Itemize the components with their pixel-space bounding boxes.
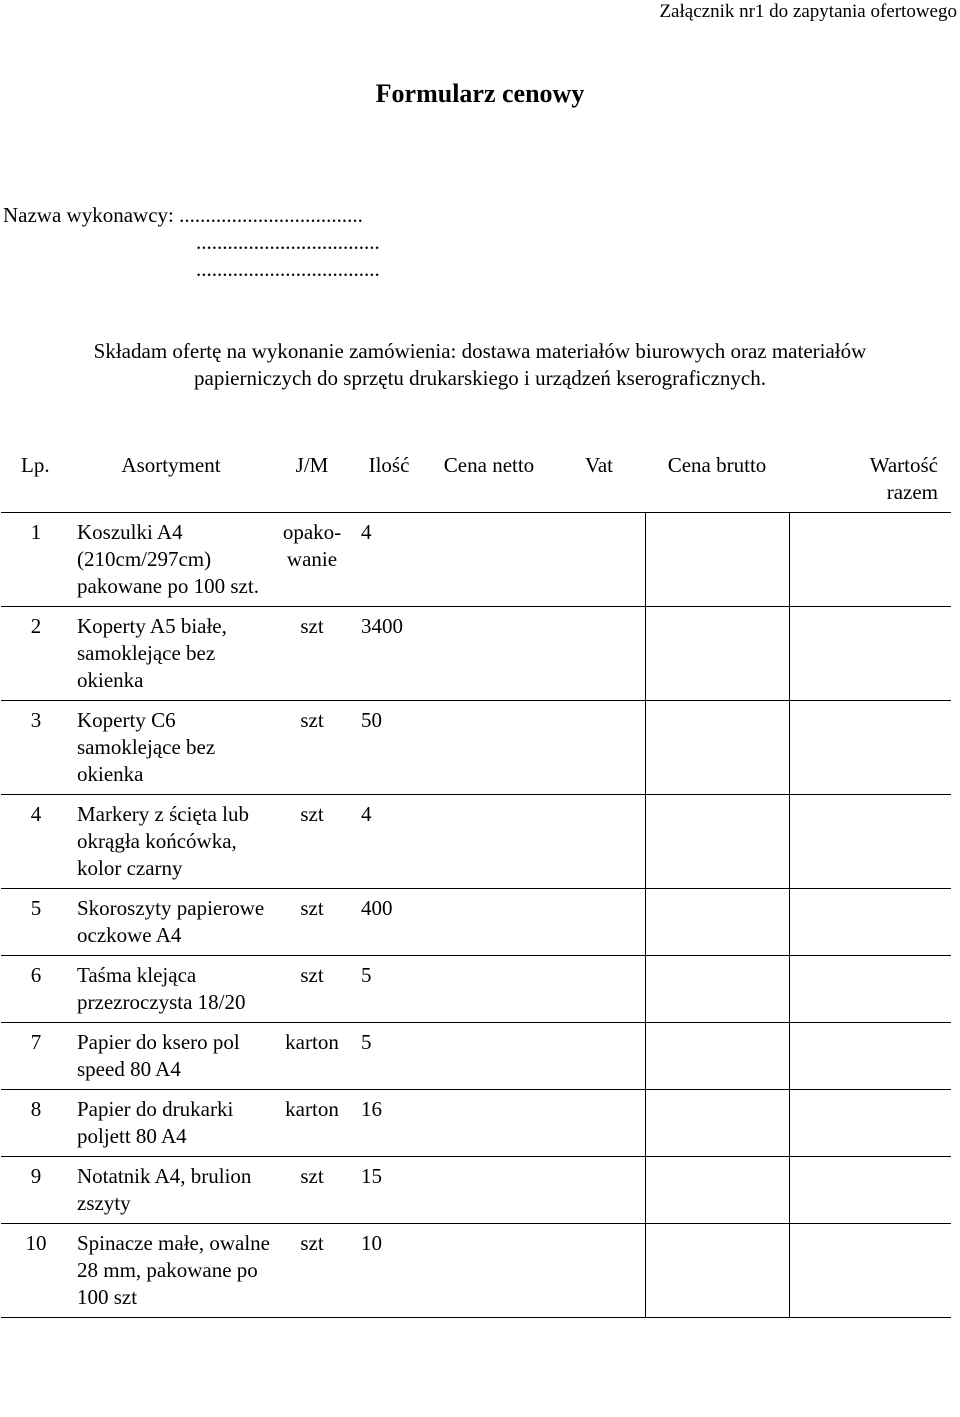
cell-cena-netto — [425, 1157, 553, 1224]
cell-qty: 4 — [361, 802, 372, 826]
cell-cena-netto — [425, 513, 553, 607]
cell-item: Taśma klejąca przezroczysta 18/20 — [77, 963, 246, 1014]
cell-item: Papier do ksero pol speed 80 A4 — [77, 1030, 240, 1081]
cell-cena-brutto — [645, 1023, 789, 1090]
table-row — [1, 1224, 951, 1318]
cell-qty: 5 — [361, 963, 372, 987]
offer-line-2: papierniczych do sprzętu drukarskiego i urządzeń kserograficznych. — [194, 366, 766, 390]
cell-lp: 8 — [30, 1097, 42, 1121]
cell-unit: szt — [300, 1164, 324, 1188]
table-row — [1, 889, 951, 956]
cell-vat — [553, 1090, 645, 1157]
table-row — [1, 1023, 951, 1090]
contractor-dots-2: ................................... — [196, 230, 380, 254]
table-row — [1, 513, 951, 607]
cell-vat — [553, 889, 645, 956]
cell-wartosc — [789, 607, 951, 701]
table-row — [1, 795, 951, 889]
cell-unit: szt — [300, 802, 324, 826]
cell-item: Markery z ścięta lub okrągła końcówka, kolor czarny — [77, 802, 250, 880]
header-lp: Lp. — [21, 453, 50, 477]
cell-unit: szt — [300, 614, 324, 638]
cell-lp: 1 — [30, 520, 42, 544]
cell-unit: szt — [300, 896, 324, 920]
contractor-block — [3, 202, 380, 283]
table-row — [1, 956, 951, 1023]
cell-qty: 15 — [361, 1164, 382, 1188]
header-jm: J/M — [295, 453, 329, 477]
cell-cena-brutto — [645, 513, 789, 607]
cell-unit: karton — [285, 1097, 339, 1121]
cell-unit: opako-wanie — [282, 520, 342, 571]
cell-vat — [553, 956, 645, 1023]
cell-item: Spinacze małe, owalne 28 mm, pakowane po 100 szt — [77, 1231, 270, 1309]
cell-item: Skoroszyty papierowe oczkowe A4 — [77, 896, 265, 947]
cell-wartosc — [789, 956, 951, 1023]
header-asortyment: Asortyment — [121, 453, 221, 477]
header-cena-netto: Cena netto — [443, 453, 535, 477]
cell-qty: 10 — [361, 1231, 382, 1255]
cell-cena-netto — [425, 889, 553, 956]
header-cena-brutto: Cena brutto — [667, 453, 767, 477]
cell-cena-netto — [425, 701, 553, 795]
attachment-note: Załącznik nr1 do zapytania ofertowego — [659, 1, 957, 22]
price-table — [1, 452, 951, 1318]
cell-cena-netto — [425, 795, 553, 889]
cell-cena-brutto — [645, 607, 789, 701]
cell-cena-netto — [425, 1090, 553, 1157]
cell-vat — [553, 1224, 645, 1318]
header-wartosc-line1: Wartość — [869, 453, 938, 477]
cell-cena-netto — [425, 1224, 553, 1318]
cell-vat — [553, 1023, 645, 1090]
cell-wartosc — [789, 1157, 951, 1224]
cell-wartosc — [789, 889, 951, 956]
header-vat: Vat — [585, 453, 613, 477]
cell-lp: 7 — [30, 1030, 42, 1054]
table-row — [1, 607, 951, 701]
cell-wartosc — [789, 701, 951, 795]
table-row — [1, 1090, 951, 1157]
contractor-dots-1: ................................... — [179, 203, 363, 227]
cell-cena-netto — [425, 1023, 553, 1090]
cell-qty: 5 — [361, 1030, 372, 1054]
cell-wartosc — [789, 795, 951, 889]
cell-cena-netto — [425, 607, 553, 701]
header-wartosc-line2: razem — [886, 480, 938, 504]
cell-cena-brutto — [645, 701, 789, 795]
cell-item: Papier do drukarki poljett 80 A4 — [77, 1097, 234, 1148]
cell-lp: 5 — [30, 896, 42, 920]
cell-vat — [553, 513, 645, 607]
cell-wartosc — [789, 1090, 951, 1157]
cell-item: Koperty C6 samoklejące bez okienka — [77, 708, 216, 786]
cell-unit: szt — [300, 708, 324, 732]
cell-cena-brutto — [645, 1090, 789, 1157]
offer-line-1: Składam ofertę na wykonanie zamówienia: dostawa materiałów biurowych oraz materiałów — [93, 339, 867, 363]
cell-cena-brutto — [645, 1224, 789, 1318]
cell-qty: 3400 — [361, 614, 403, 638]
offer-statement — [0, 338, 960, 392]
cell-vat — [553, 1157, 645, 1224]
header-wartosc — [789, 452, 951, 513]
cell-cena-brutto — [645, 1157, 789, 1224]
cell-item: Koperty A5 białe, samoklejące bez okienka — [77, 614, 227, 692]
cell-qty: 16 — [361, 1097, 382, 1121]
cell-lp: 2 — [30, 614, 42, 638]
table-header-row — [1, 452, 951, 513]
cell-vat — [553, 701, 645, 795]
cell-wartosc — [789, 1224, 951, 1318]
cell-lp: 10 — [25, 1231, 47, 1255]
cell-cena-netto — [425, 956, 553, 1023]
contractor-label: Nazwa wykonawcy: — [3, 203, 174, 227]
cell-item: Notatnik A4, brulion zszyty — [77, 1164, 252, 1215]
cell-lp: 9 — [30, 1164, 42, 1188]
cell-cena-brutto — [645, 956, 789, 1023]
cell-wartosc — [789, 513, 951, 607]
cell-qty: 4 — [361, 520, 372, 544]
cell-unit: karton — [285, 1030, 339, 1054]
cell-wartosc — [789, 1023, 951, 1090]
cell-item: Koszulki A4 (210cm/297cm) pakowane po 100 szt. — [77, 520, 259, 598]
cell-lp: 3 — [30, 708, 42, 732]
cell-lp: 6 — [30, 963, 42, 987]
document-title: Formularz cenowy — [375, 79, 585, 108]
cell-unit: szt — [300, 1231, 324, 1255]
cell-qty: 50 — [361, 708, 382, 732]
contractor-dots-3: ................................... — [196, 257, 380, 281]
cell-cena-brutto — [645, 889, 789, 956]
header-ilosc: Ilość — [368, 453, 410, 477]
table-row — [1, 1157, 951, 1224]
cell-vat — [553, 795, 645, 889]
cell-lp: 4 — [30, 802, 42, 826]
cell-qty: 400 — [361, 896, 393, 920]
cell-vat — [553, 607, 645, 701]
cell-unit: szt — [300, 963, 324, 987]
table-row — [1, 701, 951, 795]
cell-cena-brutto — [645, 795, 789, 889]
